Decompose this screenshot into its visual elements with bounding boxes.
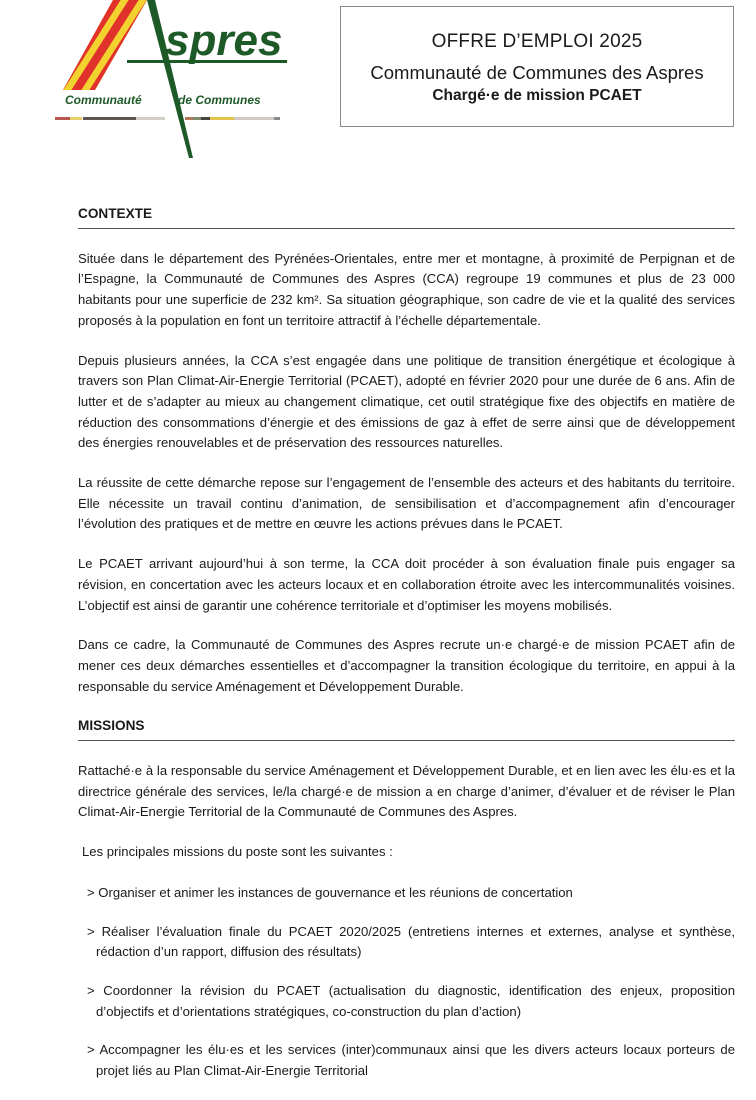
section-heading-missions: MISSIONS: [78, 716, 735, 741]
document-body: [78, 204, 735, 1100]
contexte-paragraph: Dans ce cadre, la Communauté de Communes des Aspres recrute un·e chargé·e de mission PCAET afin de mener ces deux démarches essentielles et d’accompagner la transition écologique du territoire, en appui à la responsable du service Aménagement et Développement Durable.: [78, 637, 735, 694]
aspres-logo-graphic: [55, 0, 315, 160]
contexte-paragraph: Le PCAET arrivant aujourd’hui à son terme, la CCA doit procéder à son évaluation finale puis engager sa révision, en concertation avec les acteurs locaux et en collaboration étroite avec les intercommunalités voisines. L’objectif est ainsi de garantir une cohérence territoriale et d’optimiser les moyens mobilisés.: [78, 556, 735, 613]
job-title: Chargé·e de mission PCAET: [432, 87, 642, 104]
section-heading-contexte: CONTEXTE: [78, 204, 735, 229]
catalan-stripes-icon: [55, 0, 163, 100]
missions-intro-paragraph: Rattaché·e à la responsable du service Aménagement et Développement Durable, et en lien avec les élu·es et la directrice générale des services, le/la chargé·e de mission a en charge d’animer, d’évaluer et de réviser le Plan Climat-Air-Energie Territorial de la Communauté de Communes des Aspres.: [78, 763, 735, 820]
job-offer-title-box: [340, 6, 734, 127]
contexte-paragraph: Située dans le département des Pyrénées-Orientales, entre mer et montagne, à proximité de Perpignan et de l’Espagne, la Communauté de Communes des Aspres (CCA) regroupe 19 communes et plus de 23 000 habitants pour une superficie de 232 km². Sa situation géographique, son cadre de vie et la qualité des services proposés à la population en font un territoire attractif à l’échelle départementale.: [78, 250, 735, 328]
contexte-paragraph: Depuis plusieurs années, la CCA s’est engagée dans une politique de transition énergétique et écologique à travers son Plan Climat-Air-Energie Territorial (PCAET), adopté en février 2020 pour une durée de 6 ans. Afin de lutter et de s’adapter au mieux au changement climatique, cet outil stratégique fixe des objectifs en matière de réduction des consommations d’énergie et des émissions de gaz à effet de serre ainsi que de développement des énergies renouvelables et de préservation des ressources naturelles.: [78, 352, 735, 451]
logo-color-bar-left: [55, 117, 165, 120]
missions-list-intro: Les principales missions du poste sont les suivantes :: [82, 844, 393, 860]
mission-list-item: > Organiser et animer les instances de gouvernance et les réunions de concertation: [87, 884, 573, 900]
logo-wordmark: spres: [165, 16, 283, 65]
contexte-paragraph: La réussite de cette démarche repose sur l’engagement de l’ensemble des acteurs et des habitants du territoire. Elle nécessite un travail continu d’animation, de sensibilisation et d’accompagnement afin d’encourager l’évolution des pratiques et de mettre en œuvre les actions prévues dans le PCAET.: [78, 475, 735, 532]
logo-color-bar-right: [185, 117, 280, 120]
aspres-logo: [55, 0, 315, 160]
mission-list-item: > Coordonner la révision du PCAET (actualisation du diagnostic, identification des enjeux, proposition d’objectifs et d’orientations stratégiques, co-construction du plan d’action): [87, 982, 735, 1019]
mission-list-item: > Accompagner les élu·es et les services (inter)communaux ainsi que les divers acteurs locaux porteurs de projet liés au Plan Climat-Air-Energie Territorial: [87, 1042, 735, 1079]
organization-name: Communauté de Communes des Aspres: [370, 62, 704, 83]
mission-list-item: > Réaliser l’évaluation finale du PCAET 2020/2025 (entretiens internes et externes, analyse et synthèse, rédaction d’un rapport, diffusion des résultats): [87, 923, 735, 960]
logo-subtitle-left: Communauté: [65, 93, 142, 107]
logo-subtitle-right: de Communes: [178, 93, 261, 107]
offer-title: OFFRE D’EMPLOI 2025: [431, 31, 643, 52]
